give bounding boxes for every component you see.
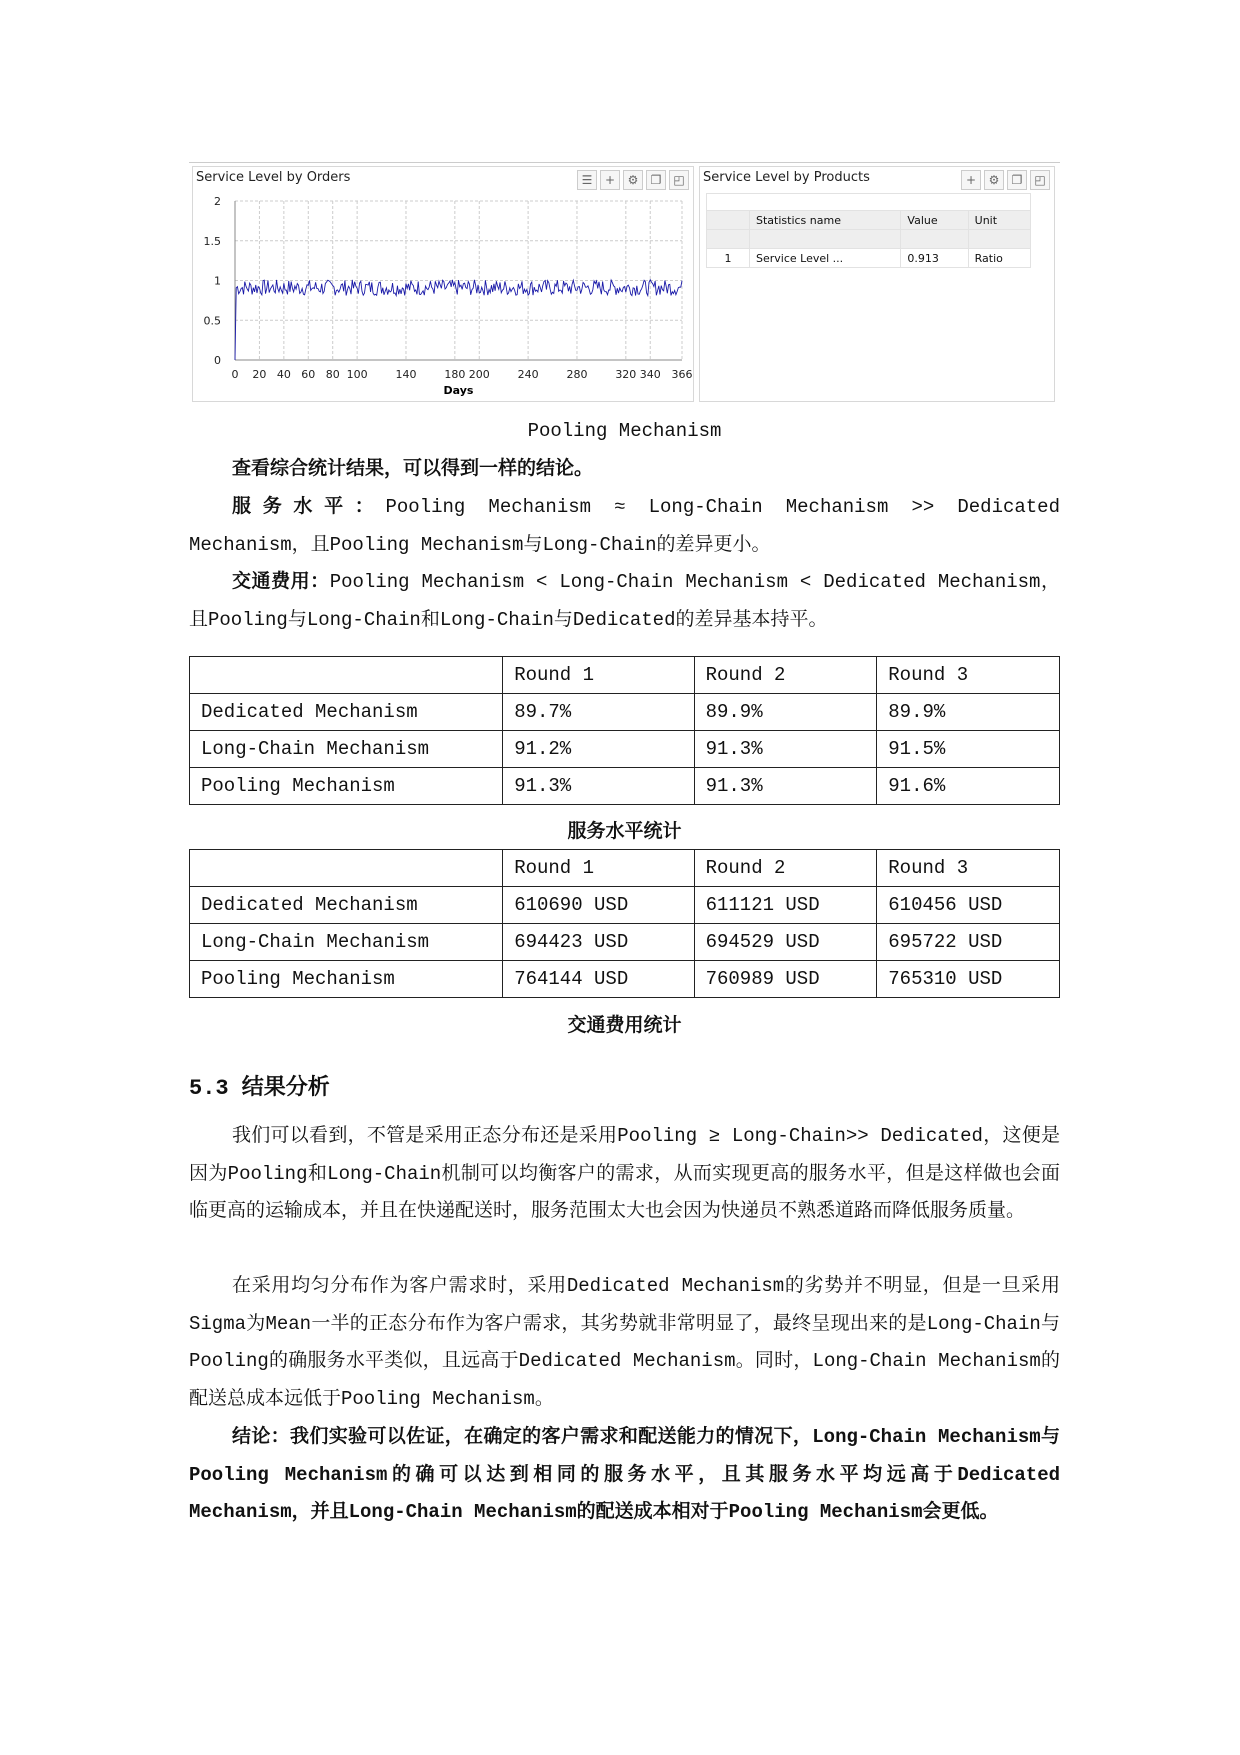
x-tick-label: 340 (639, 368, 661, 381)
table-row (190, 887, 1060, 924)
p2-text: Pooling Mechanism ≈ Long-Chain Mechanism >> Dedicated Mechanism，且Pooling Mechanism与Long-Chain的差异更小。 (189, 496, 1060, 556)
table-cell: Dedicated Mechanism (190, 694, 503, 731)
transport-cost-table (189, 849, 1060, 998)
table-cell: 694423 USD (503, 924, 694, 961)
column-header: Round 2 (694, 850, 877, 887)
column-header: Round 3 (877, 850, 1060, 887)
table-cell: 89.9% (877, 694, 1060, 731)
column-header: Value (901, 211, 968, 230)
x-axis-label: Days (443, 384, 474, 397)
divider (189, 162, 1060, 163)
table-cell: 765310 USD (877, 961, 1060, 998)
chart-title: Service Level by Orders (196, 170, 351, 185)
service-level-table (189, 656, 1060, 805)
table-cell: 760989 USD (694, 961, 877, 998)
label: 服务水平： (232, 496, 386, 518)
y-tick-label: 0 (214, 354, 221, 367)
table-row (190, 768, 1060, 805)
table-cell: 91.3% (694, 731, 877, 768)
table-cell: 89.9% (694, 694, 877, 731)
copy-icon[interactable]: ❐ (1007, 170, 1027, 190)
x-tick-label: 80 (325, 368, 340, 381)
legend-icon[interactable]: ☰ (577, 170, 597, 190)
table-cell: 91.3% (503, 768, 694, 805)
x-tick-label: 200 (468, 368, 490, 381)
x-tick-label: 20 (252, 368, 267, 381)
x-tick-label: 320 (615, 368, 637, 381)
row-index: 1 (707, 249, 750, 268)
y-tick-label: 2 (214, 195, 221, 208)
stats-panel (699, 166, 1055, 402)
table-caption: 服务水平统计 (567, 820, 682, 842)
table-header-row (190, 850, 1060, 887)
stats-toolbar (961, 170, 1050, 190)
column-header (190, 657, 503, 694)
table-cell: Dedicated Mechanism (190, 887, 503, 924)
table-cell: 91.5% (877, 731, 1060, 768)
paragraph (189, 451, 1060, 489)
table-cell: 91.3% (694, 768, 877, 805)
x-tick-label: 60 (301, 368, 316, 381)
table-row (190, 731, 1060, 768)
figure-caption: Pooling Mechanism (527, 420, 722, 442)
label: 交通费用： (232, 571, 330, 593)
x-tick-label: 100 (346, 368, 368, 381)
p3-text: Pooling Mechanism < Long-Chain Mechanism < Dedicated Mechanism，且Pooling与Long-Chain和Long-Chain与Dedicated的差异基本持平。 (189, 571, 1060, 631)
table-row (190, 961, 1060, 998)
paragraph: 我们可以看到，不管是采用正态分布还是采用Pooling ≥ Long-Chain>> Dedicated，这便是因为Pooling和Long-Chain机制可以均衡客户的需求，从而实现更高的服务水平，但是这样做也会面临更高的运输成本，并且在快递配送时，服务范围太大也会因为快递员不熟悉道路而降低服务质量。 (189, 1125, 1060, 1223)
column-header: Statistics name (750, 211, 901, 230)
gear-icon[interactable]: ⚙ (984, 170, 1004, 190)
table-caption: 交通费用统计 (567, 1014, 682, 1036)
x-tick-label: 366 (671, 368, 693, 381)
x-tick-label: 280 (566, 368, 588, 381)
plus-icon[interactable]: + (961, 170, 981, 190)
gear-icon[interactable]: ⚙ (623, 170, 643, 190)
table-cell: 91.2% (503, 731, 694, 768)
statistics-table (706, 193, 1031, 268)
x-tick-label: 180 (444, 368, 466, 381)
table-cell: 610690 USD (503, 887, 694, 924)
table-cell: 89.7% (503, 694, 694, 731)
table-cell: 694529 USD (694, 924, 877, 961)
stat-unit: Ratio (968, 249, 1030, 268)
column-header: Unit (968, 211, 1030, 230)
y-tick-label: 0.5 (203, 314, 221, 328)
paragraph: 在采用均匀分布作为客户需求时，采用Dedicated Mechanism的劣势并不明显，但是一旦采用Sigma为Mean一半的正态分布作为客户需求，其劣势就非常明显了，最终呈现出来的是Long-Chain与Pooling的确服务水平类似，且远高于Dedicated Mechanism。同时，Long-Chain Mechanism的配送总成本远低于Pooling Mechanism。 (189, 1275, 1060, 1410)
y-tick-label: 1.5 (203, 234, 221, 248)
table-cell: 611121 USD (694, 887, 877, 924)
section-heading: 5.3 结果分析 (189, 1076, 330, 1101)
paragraph (189, 489, 1060, 564)
expand-icon[interactable]: ◰ (669, 170, 689, 190)
stat-value: 0.913 (901, 249, 968, 268)
table-cell: Pooling Mechanism (190, 768, 503, 805)
p1-text: 查看综合统计结果，可以得到一样的结论。 (232, 458, 594, 480)
column-header: Round 1 (503, 657, 694, 694)
x-tick-label: 0 (231, 368, 239, 381)
table-row (190, 694, 1060, 731)
column-header: Round 3 (877, 657, 1060, 694)
stat-name: Service Level ... (750, 249, 901, 268)
line-chart (193, 167, 693, 401)
table-cell: Long-Chain Mechanism (190, 924, 503, 961)
x-tick-label: 240 (517, 368, 539, 381)
table-cell: 91.6% (877, 768, 1060, 805)
stats-title: Service Level by Products (703, 170, 870, 185)
copy-icon[interactable]: ❐ (646, 170, 666, 190)
table-cell: Long-Chain Mechanism (190, 731, 503, 768)
paragraph (189, 564, 1060, 639)
table-cell: Pooling Mechanism (190, 961, 503, 998)
x-tick-label: 140 (395, 368, 417, 381)
table-header-row (190, 657, 1060, 694)
plus-icon[interactable]: + (600, 170, 620, 190)
conclusion-paragraph: 结论：我们实验可以佐证，在确定的客户需求和配送能力的情况下，Long-Chain Mechanism与Pooling Mechanism的确可以达到相同的服务水平，且其服务水平均远高于Dedicated Mechanism，并且Long-Chain Mechanism的配送成本相对于Pooling Mechanism会更低。 (189, 1426, 1060, 1524)
table-cell: 695722 USD (877, 924, 1060, 961)
column-header: Round 1 (503, 850, 694, 887)
table-cell: 610456 USD (877, 887, 1060, 924)
table-row[interactable] (707, 249, 1031, 268)
column-header (190, 850, 503, 887)
column-header: Round 2 (694, 657, 877, 694)
x-tick-label: 40 (276, 368, 291, 381)
y-tick-label: 1 (214, 274, 221, 288)
expand-icon[interactable]: ◰ (1030, 170, 1050, 190)
table-cell: 764144 USD (503, 961, 694, 998)
chart-panel (192, 166, 694, 402)
table-row (190, 924, 1060, 961)
